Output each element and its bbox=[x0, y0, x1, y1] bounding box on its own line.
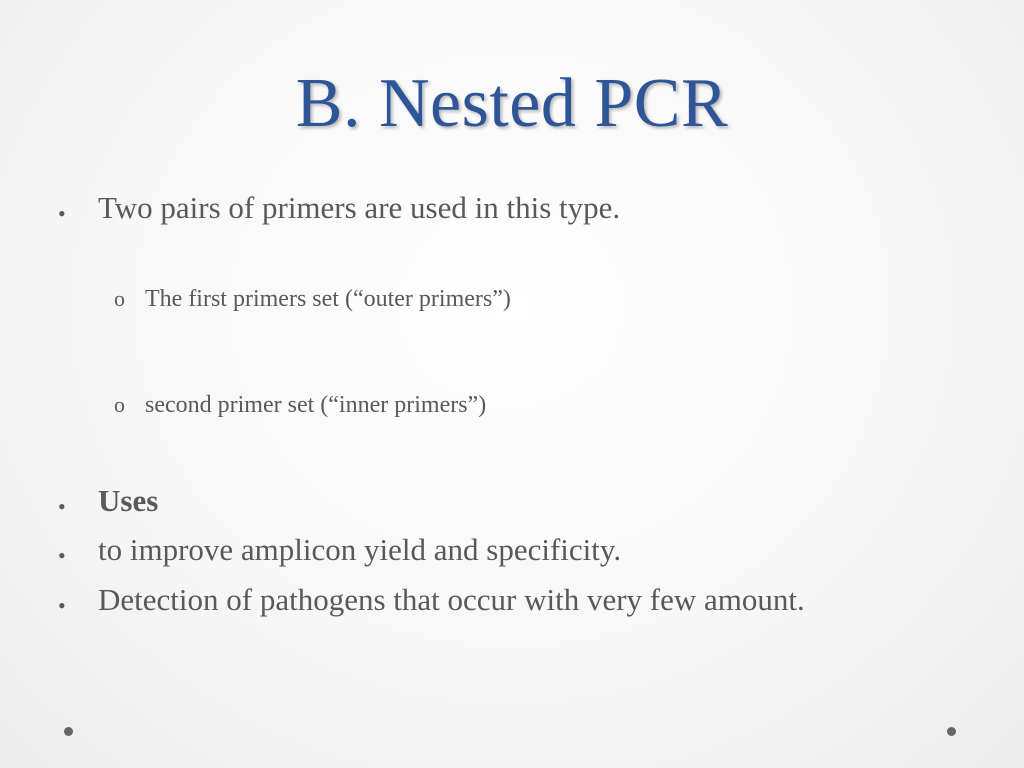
bullet-text: Two pairs of primers are used in this type. bbox=[98, 190, 621, 225]
bullet-marker: • bbox=[58, 543, 66, 569]
bullet-text-heading: Uses bbox=[98, 483, 159, 518]
bullet-item bbox=[58, 483, 158, 520]
slide-title: B. Nested PCR bbox=[295, 65, 729, 142]
bullet-item bbox=[58, 532, 621, 569]
sub-bullet-item bbox=[114, 286, 511, 313]
bullet-item bbox=[58, 582, 805, 619]
bullet-marker: • bbox=[58, 201, 66, 227]
bullet-item bbox=[58, 190, 620, 227]
bullet-marker: • bbox=[58, 593, 66, 619]
sub-bullet-text: The first primers set (“outer primers”) bbox=[145, 286, 511, 312]
corner-dot-right bbox=[947, 727, 956, 736]
bullet-text: to improve amplicon yield and specificity. bbox=[98, 532, 622, 567]
sub-bullet-text: second primer set (“inner primers”) bbox=[145, 392, 487, 418]
sub-bullet-marker: o bbox=[114, 392, 125, 417]
sub-bullet-marker: o bbox=[114, 286, 125, 311]
bullet-marker: • bbox=[58, 494, 66, 520]
sub-bullet-item bbox=[114, 392, 486, 419]
corner-dot-left bbox=[64, 727, 73, 736]
bullet-text: Detection of pathogens that occur with very few amount. bbox=[98, 582, 805, 617]
